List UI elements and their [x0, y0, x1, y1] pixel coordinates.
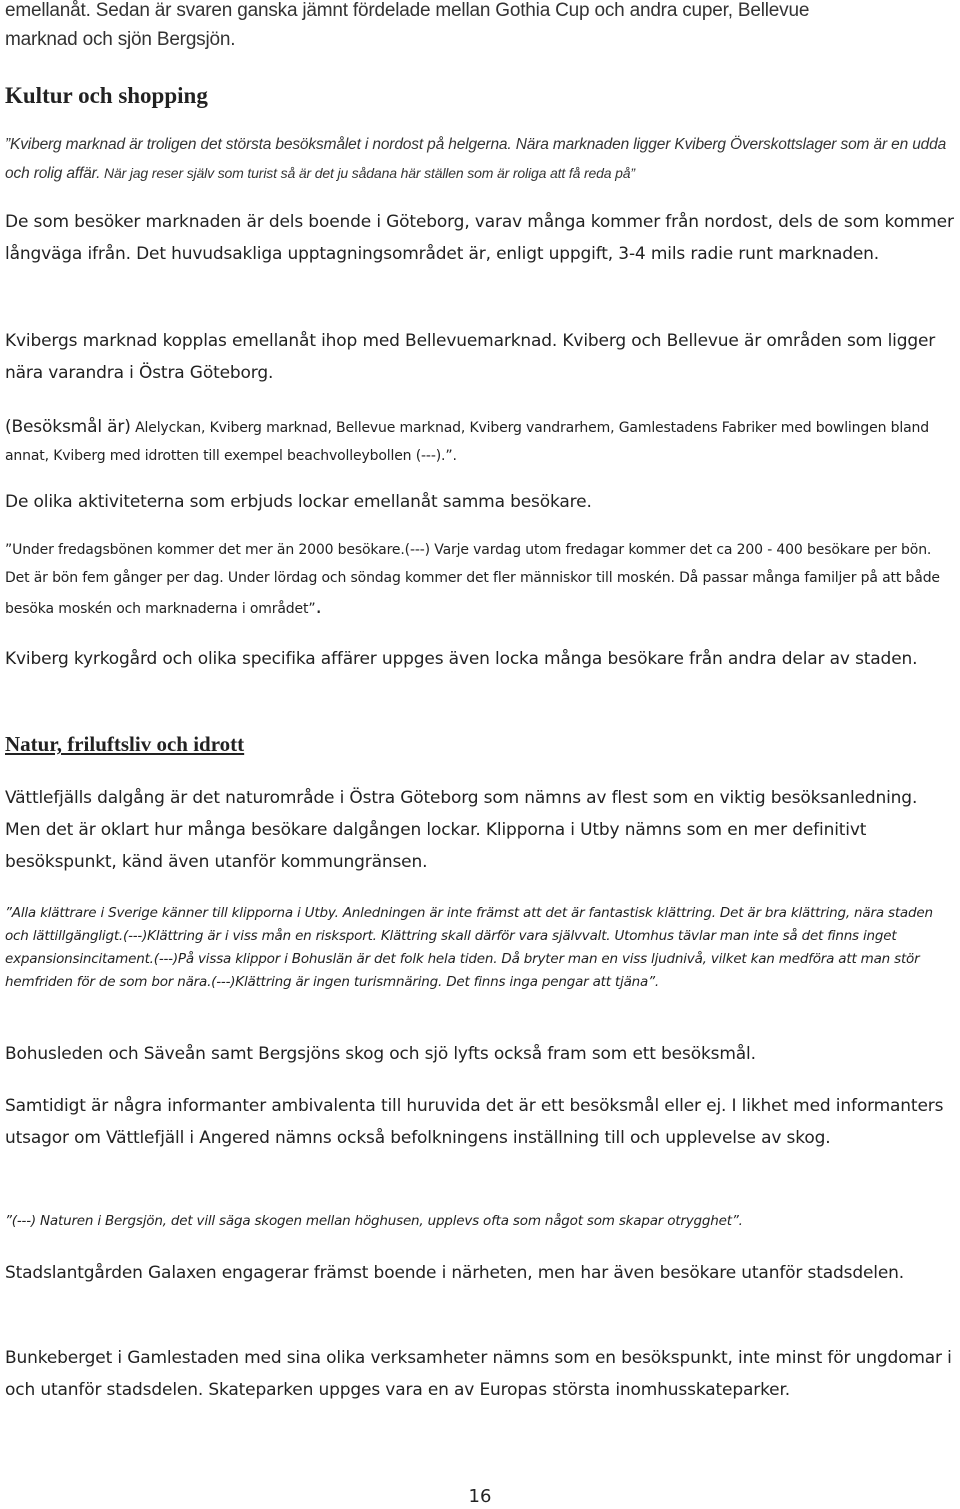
quote-kviberg-marknad	[5, 131, 955, 188]
heading-natur-friluftsliv-idrott: Natur, friluftsliv och idrott	[5, 732, 245, 756]
paragraph-intro-line2: marknad och sjön Bergsjön.	[5, 29, 236, 50]
paragraph-besoksmal	[5, 413, 955, 470]
quote-moske-text: ”Under fredagsbönen kommer det mer än 2000 besökare.(---) Varje vardag utom fredagar kommer det ca 200 - 400 besökare per bön. Det är bön fem gånger per dag. Under lördag och söndag kommer det fler människor till moskén. Då passar många familjer på att både besöka moskén och marknaderna i området”	[5, 542, 940, 617]
paragraph-ambivalenta: Samtidigt är några informanter ambivalenta till huruvida det är ett besöksmål eller ej. I likhet med informanters utsagor om Vättlefjäll i Angered nämns också befolkningens inställning till och upplevelse av skog.	[5, 1096, 944, 1148]
paragraph-kyrkogard: Kviberg kyrkogård och olika specifika affärer uppges även locka många besökare från andra delar av staden.	[5, 649, 918, 669]
paragraph-bohusleden: Bohusleden och Säveån samt Bergsjöns skog och sjö lyfts också fram som ett besöksmål.	[5, 1044, 756, 1064]
page-number: 16	[468, 1486, 492, 1507]
quote-kviberg-marknad-part2: När jag reser själv som turist så är det ju sådana här ställen som är roliga att få reda på”	[100, 165, 635, 181]
paragraph-bellevuemarknad: Kvibergs marknad kopplas emellanåt ihop med Bellevuemarknad. Kviberg och Bellevue är områden som ligger nära varandra i Östra Göteborg.	[5, 331, 936, 383]
quote-moske-end: .	[315, 594, 322, 618]
quote-kviberg-marknad-part1: ”Kviberg marknad är troligen det största besöksmålet i nordost på helgerna. Nära marknaden ligger Kviberg Överskottslager som är en udda och rolig affär.	[5, 136, 947, 182]
quote-bergsjon-natur: ”(---) Naturen i Bergsjön, det vill säga skogen mellan höghusen, upplevs ofta som något som skapar otrygghet”.	[5, 1213, 743, 1229]
paragraph-bunkeberget: Bunkeberget i Gamlestaden med sina olika verksamheter nämns som en besökspunkt, inte minst för ungdomar i och utanför stadsdelen. Skateparken uppges vara en av Europas största inomhusskateparker.	[5, 1348, 952, 1400]
paragraph-besoksmal-label: (Besöksmål är)	[5, 417, 131, 437]
paragraph-marknaden-besokare: De som besöker marknaden är dels boende i Göteborg, varav många kommer från nordost, dels de som kommer långväga ifrån. Det huvudsakliga upptagningsområdet är, enligt uppgift, 3-4 mils radie runt marknaden.	[5, 212, 954, 264]
heading-kultur-och-shopping: Kultur och shopping	[5, 83, 208, 108]
paragraph-intro-line1: emellanåt. Sedan är svaren ganska jämnt fördelade mellan Gothia Cup och andra cuper, Bellevue	[5, 0, 810, 21]
paragraph-besoksmal-list: Alelyckan, Kviberg marknad, Bellevue marknad, Kviberg vandrarhem, Gamlestadens Fabriker med bowlingen bland annat, Kviberg med idrotten till exempel beachvolleybollen (---).”.	[5, 420, 929, 464]
quote-moske	[5, 536, 955, 623]
paragraph-vattlefjall: Vättlefjälls dalgång är det naturområde i Östra Göteborg som nämns av flest som en viktig besöksanledning. Men det är oklart hur många besökare dalgången lockar. Klipporna i Utby nämns som en mer definitivt besökspunkt, känd även utanför kommungränsen.	[5, 788, 918, 872]
paragraph-galaxen: Stadslantgården Galaxen engagerar främst boende i närheten, men har även besökare utanför stadsdelen.	[5, 1263, 905, 1283]
paragraph-aktiviteter: De olika aktiviteterna som erbjuds lockar emellanåt samma besökare.	[5, 492, 592, 512]
quote-klattring: ”Alla klättrare i Sverige känner till klipporna i Utby. Anledningen är inte främst att det är fantastisk klättring. Det är bra klättring, nära staden och lättillgängligt.(---)Klättring är i viss mån en risksport. Klättring skall därför vara självvalt. Utomhus tävlar man inte så det finns inget expansionsincitament.(---)På vissa klippor i Bohuslän är det folk hela tiden. Då bryter man en viss ljudnivå, vilket kan medföra att man stör hemfriden för de som bor nära.(---)Klättring är ingen turismnäring. Det finns inga pengar att tjäna”.	[5, 905, 933, 990]
paragraph-intro	[5, 0, 955, 54]
